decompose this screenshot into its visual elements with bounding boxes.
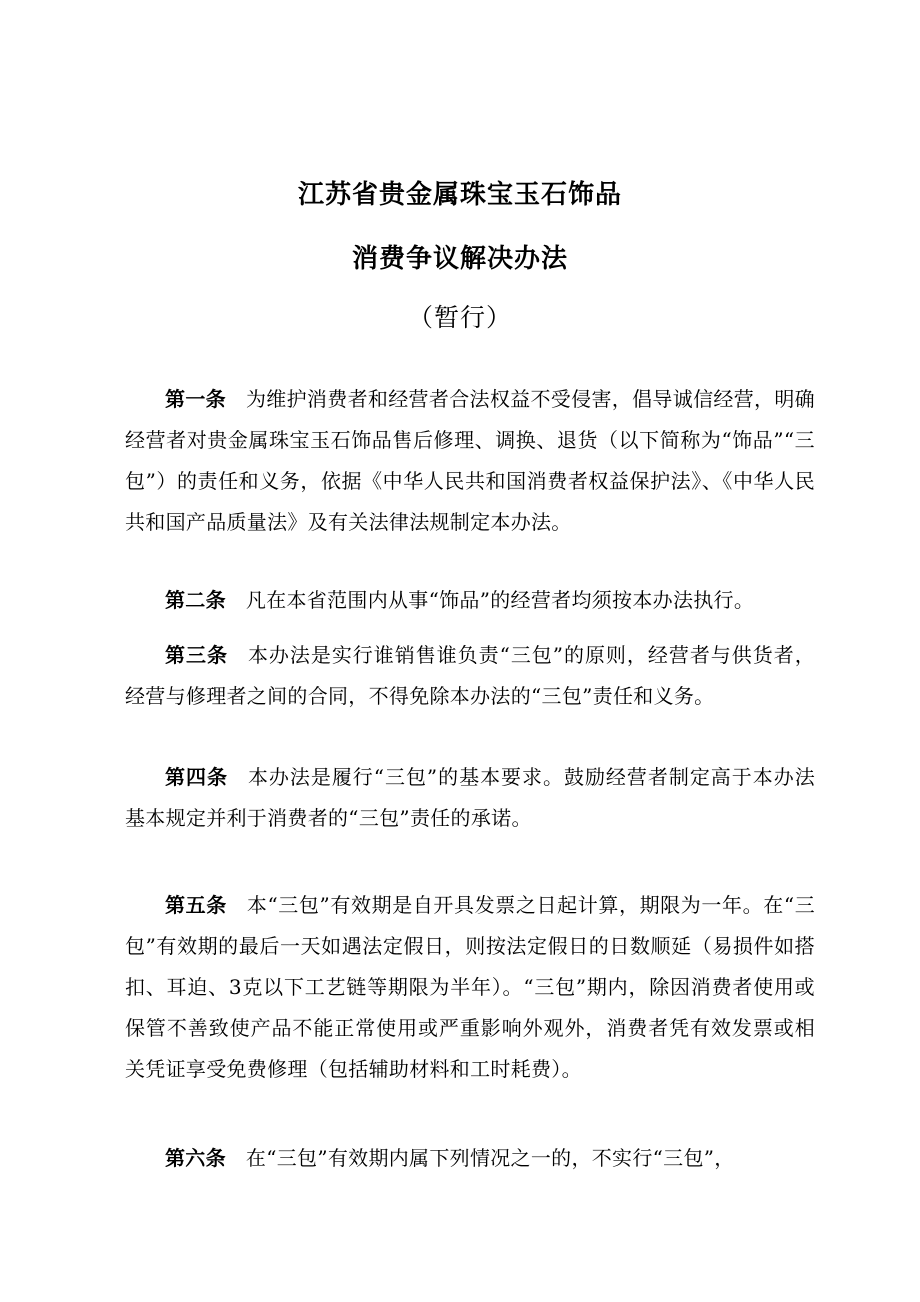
article-2-text: 凡在本省范围内从事“饰品”的经营者均须按本办法执行。 bbox=[245, 588, 755, 612]
article-1 bbox=[125, 379, 815, 543]
article-4-text: 本办法是履行“三包”的基本要求。鼓励经营者制定高于本办法基本规定并利于消费者的“三包”责任的承诺。 bbox=[125, 765, 815, 830]
article-6-label: 第六条 bbox=[165, 1146, 226, 1170]
article-1-label: 第一条 bbox=[165, 387, 226, 411]
article-3 bbox=[125, 635, 815, 717]
article-1-text: 为维护消费者和经营者合法权益不受侵害，倡导诚信经营，明确经营者对贵金属珠宝玉石饰品售后修理、调换、退货（以下简称为“饰品”“三包”）的责任和义务，依据《中华人民共和国消费者权益保护法》、《中华人民共和国产品质量法》及有关法律法规制定本办法。 bbox=[125, 387, 815, 534]
document-title-line-1: 江苏省贵金属珠宝玉石饰品 bbox=[297, 180, 622, 210]
article-5-label: 第五条 bbox=[165, 893, 227, 917]
article-6 bbox=[125, 1138, 815, 1179]
article-5-text: 本“三包”有效期是自开具发票之日起计算，期限为一年。在“三包”有效期的最后一天如遇法定假日，则按法定假日的日数顺延（易损件如搭扣、耳迫、3克以下工艺链等期限为半年）。“三包”期内，除因消费者使用或保管不善致使产品不能正常使用或严重影响外观外，消费者凭有效发票或相关凭证享受免费修理（包括辅助材料和工时耗费）。 bbox=[125, 893, 815, 1081]
article-4 bbox=[125, 757, 815, 839]
article-2 bbox=[125, 580, 815, 621]
article-2-label: 第二条 bbox=[165, 588, 226, 612]
article-6-text: 在“三包”有效期内属下列情况之一的，不实行“三包”， bbox=[245, 1146, 735, 1170]
article-4-label: 第四条 bbox=[165, 765, 228, 789]
document-title-provisional: （暂行） bbox=[407, 303, 512, 332]
article-5 bbox=[125, 885, 815, 1090]
article-3-text: 本办法是实行谁销售谁负责“三包”的原则，经营者与供货者，经营与修理者之间的合同，不得免除本办法的“三包”责任和义务。 bbox=[125, 643, 815, 708]
article-3-label: 第三条 bbox=[165, 643, 228, 667]
document-title-line-2: 消费争议解决办法 bbox=[351, 244, 568, 274]
